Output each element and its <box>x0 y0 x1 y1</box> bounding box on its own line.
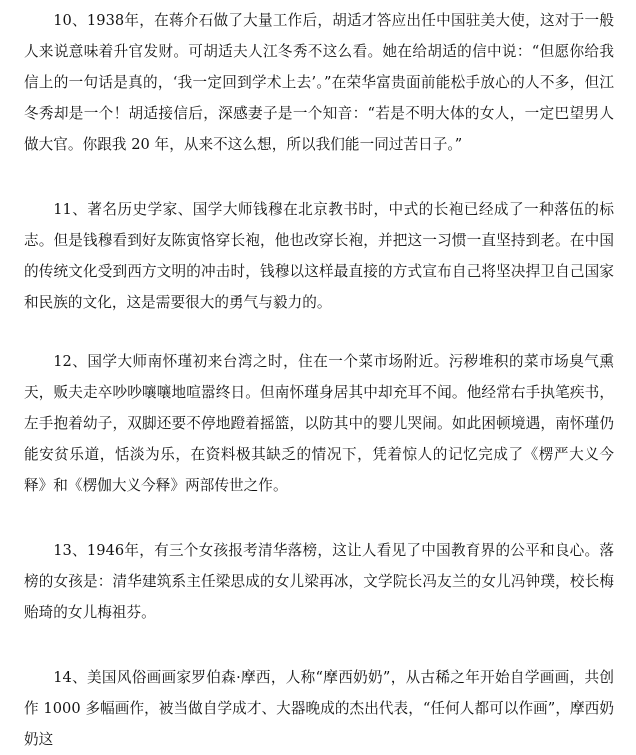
paragraph-11: 11、著名历史学家、国学大师钱穆在北京教书时，中式的长袍已经成了一种落伍的标志。但是钱穆看到好友陈寅恪穿长袍，他也改穿长袍，并把这一习惯一直坚持到老。在中国的传统文化受到西方文明的冲击时，钱穆以这样最直接的方式宣布自己将坚决捍卫自己国家和民族的文化，这是需要很大的勇气与毅力的。 <box>24 201 614 311</box>
paragraph-14: 14、美国风俗画画家罗伯森·摩西，人称“摩西奶奶”，从古稀之年开始自学画画，共创作 1000 多幅画作，被当做自学成才、大器晚成的杰出代表，“任何人都可以作画”，摩西奶奶这 <box>24 669 614 748</box>
paragraph-13: 13、1946年，有三个女孩报考清华落榜，这让人看见了中国教育界的公平和良心。落榜的女孩是：清华建筑系主任梁思成的女儿梁再冰，文学院长冯友兰的女儿冯钟璞，校长梅贻琦的女儿梅祖芬。 <box>24 542 614 621</box>
paragraph-10: 10、1938年，在蒋介石做了大量工作后，胡适才答应出任中国驻美大使，这对于一般人来说意味着升官发财。可胡适夫人江冬秀不这么看。她在给胡适的信中说：“但愿你给我信上的一句话是真的，‘我一定回到学术上去’。”在荣华富贵面前能松手放心的人不多，但江冬秀却是一个！胡适接信后，深感妻子是一个知音：“若是不明大体的女人，一定巴望男人做大官。你跟我 20 年，从来不这么想，所以我们能一同过苦日子。” <box>24 12 614 153</box>
paragraph-12: 12、国学大师南怀瑾初来台湾之时，住在一个菜市场附近。污秽堆积的菜市场臭气熏天，贩夫走卒吵吵嚷嚷地喧嚣终日。但南怀瑾身居其中却充耳不闻。他经常右手执笔疾书，左手抱着幼子，双脚还要不停地蹬着摇篮，以防其中的婴儿哭闹。如此困顿境遇，南怀瑾仍能安贫乐道，恬淡为乐，在资料极其缺乏的情况下，凭着惊人的记忆完成了《楞严大义今释》和《楞伽大义今释》两部传世之作。 <box>24 353 614 494</box>
